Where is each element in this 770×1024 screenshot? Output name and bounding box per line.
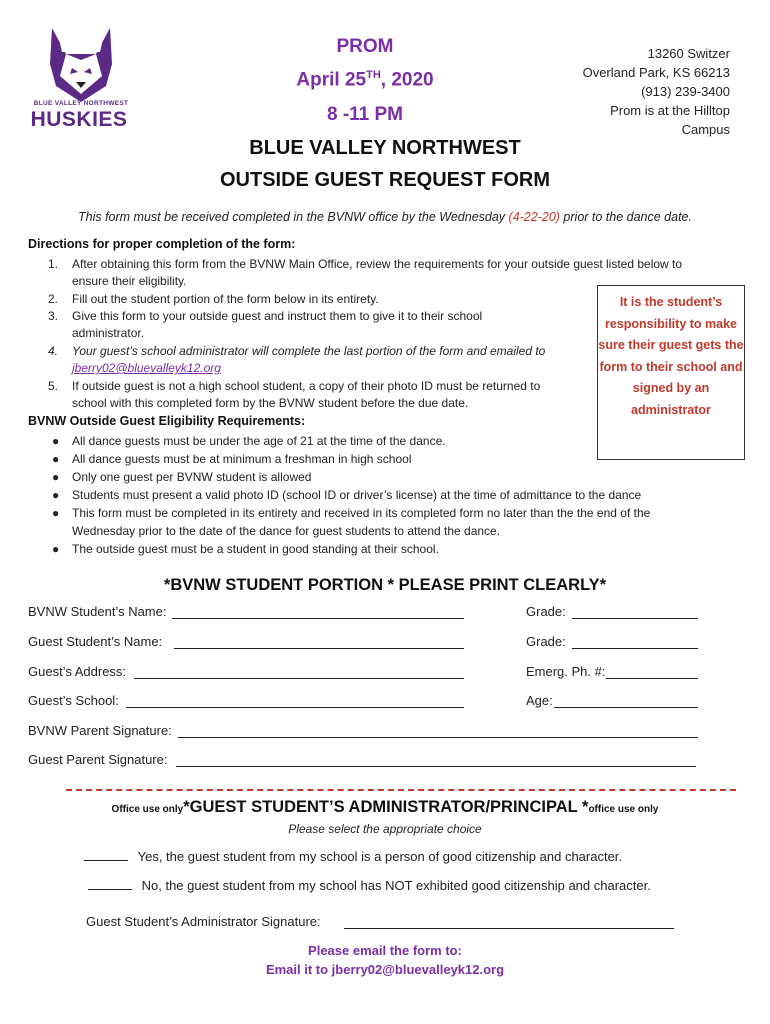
requirement-item: ● All dance guests must be at minimum a freshman in high school (52, 452, 412, 466)
guest-grade-field[interactable] (572, 634, 698, 649)
step-text: If outside guest is not a high school student, a copy of their photo ID must be returned to (72, 379, 541, 393)
requirement-item: ● The outside guest must be a student in good standing at their school. (52, 542, 439, 556)
no-checkbox-blank[interactable] (88, 877, 132, 890)
requirement-item: ● All dance guests must be under the age of 21 at the time of the dance. (52, 434, 446, 448)
address-line: Prom is at the Hilltop (610, 103, 730, 118)
choice-note: Please select the appropriate choice (288, 822, 482, 836)
bvnw-name-label: BVNW Student’s Name: (28, 604, 167, 619)
intro-date: (4-22-20) (508, 210, 560, 224)
yes-choice-text: Yes, the guest student from my school is a person of good citizenship and character. (137, 849, 623, 864)
guest-address-field[interactable] (134, 664, 464, 679)
guest-school-field[interactable] (126, 693, 464, 708)
bvnw-name-field[interactable] (172, 604, 464, 619)
step-text: After obtaining this form from the BVNW Main Office, review the requirements for your outside guest listed below to (72, 257, 683, 271)
requirement-item: ● This form must be completed in its entirety and received in its completed form no later than the the end of the Wednesday prior to the date of the dance for guest students to attend the dance. (52, 506, 651, 538)
bvnw-parent-signature-label: BVNW Parent Signature: (28, 723, 172, 738)
bvnw-grade-field[interactable] (572, 604, 698, 619)
bullet-icon: ● (52, 488, 60, 502)
direction-step (48, 308, 578, 342)
intro-text-end: prior to the dance date. (559, 210, 692, 224)
step-number: 1. (48, 257, 59, 271)
bullet-icon: ● (52, 434, 60, 448)
form-title-line2: OUTSIDE GUEST REQUEST FORM (219, 169, 551, 191)
yes-choice (84, 848, 622, 864)
guest-parent-signature-field[interactable] (176, 752, 696, 767)
email-link[interactable]: jberry02@bluevalleyk12.org (72, 361, 221, 375)
husky-head-icon (22, 24, 140, 104)
address-line: (913) 239-3400 (641, 84, 730, 99)
step-number: 4. (48, 344, 59, 358)
bullet-icon: ● (52, 452, 60, 466)
form-intro (0, 210, 770, 224)
step-text: Give this form to your outside guest and instruct them to give it to their school (72, 309, 483, 323)
student-portion-heading: *BVNW STUDENT PORTION * PLEASE PRINT CLEARLY* (163, 576, 607, 594)
bullet-icon: ● (52, 506, 60, 520)
callout-text: It is the student’s responsibility to make sure their guest gets the form to their school and signed by an administrator (598, 295, 744, 417)
step-text: Your guest’s school administrator will complete the last portion of the form and emailed to (72, 344, 546, 358)
direction-step (48, 291, 578, 308)
school-address (530, 44, 730, 139)
prom-title: PROM (336, 36, 394, 57)
age-label: Age: (526, 693, 553, 708)
age-field[interactable] (554, 693, 698, 708)
guest-parent-signature-label: Guest Parent Signature: (28, 752, 168, 767)
prom-date-prefix: April 25 (296, 69, 367, 91)
requirement-item-continued: Wednesday prior to the date of the dance for guest students to attend the dance. (72, 524, 501, 538)
admin-signature-field[interactable] (344, 914, 674, 929)
logo-subtitle: BLUE VALLEY NORTHWEST (33, 100, 129, 107)
prom-date-suffix: , 2020 (380, 69, 434, 91)
step-text: school with this completed form by the BVNW student before the due date. (72, 396, 469, 410)
step-number: 5. (48, 379, 59, 393)
address-line: Campus (681, 122, 730, 137)
guest-school-label: Guest’s School: (28, 693, 119, 708)
admin-portion-heading (0, 798, 770, 817)
requirements-list (52, 432, 732, 558)
emergency-phone-field[interactable] (606, 664, 698, 679)
requirement-item: ● Only one guest per BVNW student is allowed (52, 470, 312, 484)
no-choice (88, 877, 651, 893)
guest-name-label: Guest Student’s Name: (28, 634, 163, 649)
office-use-right: office use only (588, 804, 659, 815)
step-text: ensure their eligibility. (72, 274, 187, 288)
step-text: administrator. (72, 326, 145, 340)
footer-email-address[interactable]: Email it to jberry02@bluevalleyk12.org (265, 962, 505, 977)
prom-time: 8 -11 PM (326, 104, 404, 125)
form-title-line1: BLUE VALLEY NORTHWEST (249, 137, 521, 159)
direction-step (48, 378, 593, 412)
bvnw-parent-signature-field[interactable] (178, 723, 698, 738)
directions-heading: Directions for proper completion of the form: (28, 237, 296, 251)
grade-label: Grade: (526, 634, 566, 649)
requirement-item: ● Students must present a valid photo ID (school ID or driver’s license) at the time of admittance to the dance (52, 488, 642, 502)
office-use-left: Office use only (111, 804, 184, 815)
step-number: 3. (48, 309, 59, 323)
address-line: Overland Park, KS 66213 (582, 65, 730, 80)
step-text: Fill out the student portion of the form below in its entirety. (72, 292, 379, 306)
no-choice-text: No, the guest student from my school has NOT exhibited good citizenship and character. (141, 878, 651, 893)
intro-text: This form must be received completed in the BVNW office by the Wednesday (78, 210, 509, 224)
admin-signature-label: Guest Student’s Administrator Signature: (86, 914, 321, 929)
emergency-phone-label: Emerg. Ph. #: (526, 664, 606, 679)
logo-name: HUSKIES (30, 108, 128, 131)
step-number: 2. (48, 292, 59, 306)
prom-date (280, 69, 450, 91)
address-line: 13260 Switzer (647, 46, 730, 61)
admin-heading-text: *GUEST STUDENT’S ADMINISTRATOR/PRINCIPAL * (183, 798, 589, 816)
prom-date-sup: TH (366, 69, 381, 81)
requirements-heading: BVNW Outside Guest Eligibility Requirements: (28, 414, 306, 428)
grade-label: Grade: (526, 604, 566, 619)
yes-checkbox-blank[interactable] (84, 848, 128, 861)
direction-step (48, 343, 593, 377)
bullet-icon: ● (52, 542, 60, 556)
section-divider (66, 789, 736, 791)
guest-name-field[interactable] (174, 634, 464, 649)
bullet-icon: ● (52, 470, 60, 484)
footer-email-heading: Please email the form to: (308, 943, 462, 958)
guest-address-label: Guest’s Address: (28, 664, 127, 679)
